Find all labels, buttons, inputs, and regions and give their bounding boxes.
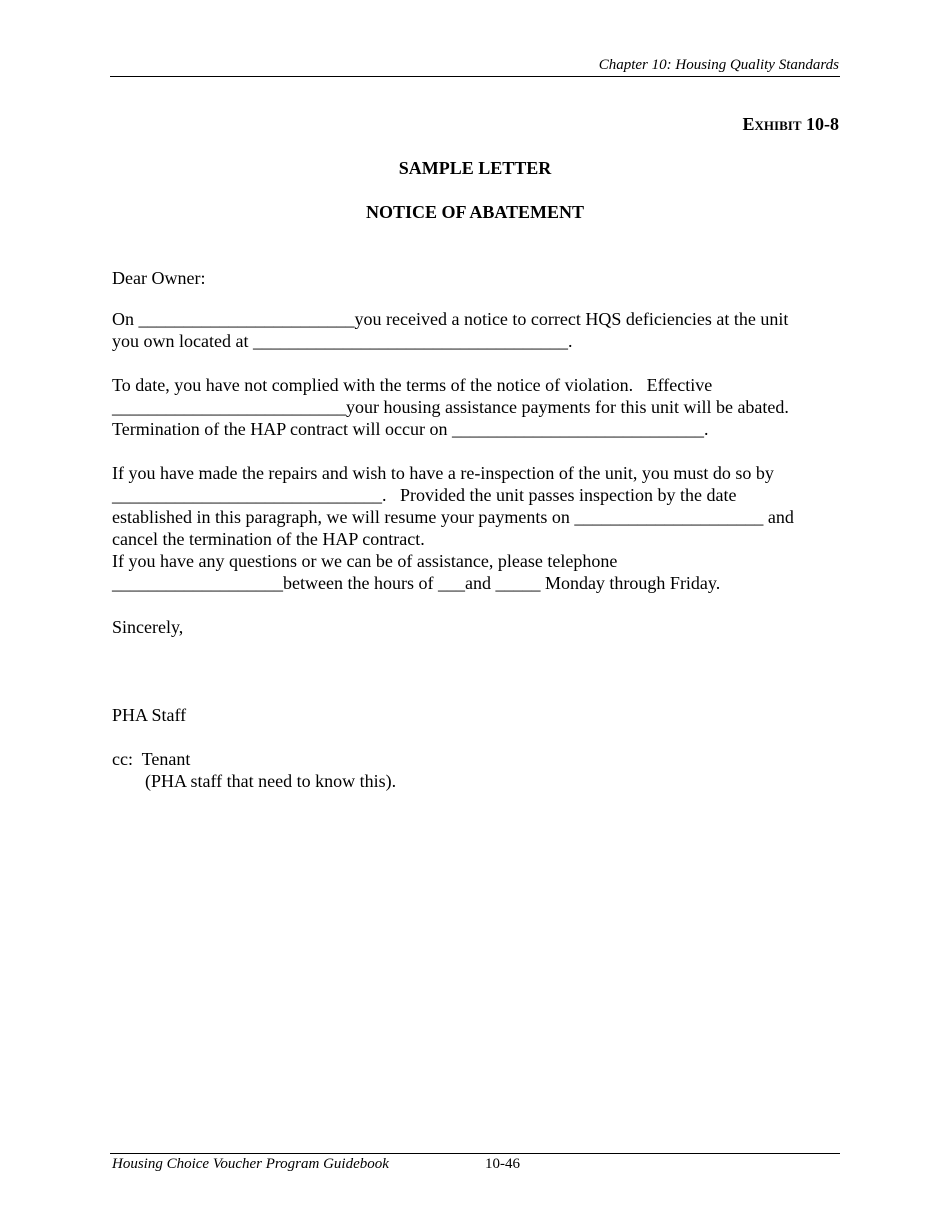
page-number: 10-46: [485, 1156, 520, 1172]
cc-block: [112, 748, 842, 792]
paragraph-line: ______________________________. Provided the unit passes inspection by the date: [112, 485, 737, 505]
header-rule: [110, 76, 840, 77]
signature: PHA Staff: [112, 705, 187, 725]
paragraph-line: To date, you have not complied with the terms of the notice of violation. Effective: [112, 375, 713, 395]
exhibit-label: Exhibit 10-8: [742, 114, 839, 134]
paragraph-line: ___________________between the hours of ___and _____ Monday through Friday.: [112, 573, 721, 593]
paragraph-line: If you have made the repairs and wish to have a re-inspection of the unit, you must do so by: [112, 463, 774, 483]
paragraph-reinspection: [112, 462, 842, 594]
paragraph-abatement: [112, 374, 842, 440]
notice-title: NOTICE OF ABATEMENT: [365, 202, 585, 222]
paragraph-notice-date: [112, 308, 842, 352]
paragraph-line: you own located at ___________________________________.: [112, 331, 573, 351]
cc-line: cc: Tenant: [112, 749, 191, 769]
paragraph-line: On ________________________you received a notice to correct HQS deficiencies at the unit: [112, 309, 789, 329]
chapter-header: Chapter 10: Housing Quality Standards: [598, 57, 839, 73]
guidebook-title: Housing Choice Voucher Program Guidebook: [112, 1156, 389, 1172]
paragraph-line: If you have any questions or we can be of assistance, please telephone: [112, 551, 618, 571]
sample-letter-title: SAMPLE LETTER: [398, 158, 552, 178]
paragraph-line: __________________________your housing assistance payments for this unit will be abated.: [112, 397, 789, 417]
cc-note: (PHA staff that need to know this).: [145, 771, 397, 791]
salutation: Dear Owner:: [112, 268, 206, 288]
closing: Sincerely,: [112, 617, 184, 637]
paragraph-line: established in this paragraph, we will resume your payments on _____________________ and: [112, 507, 794, 527]
footer-rule: [110, 1153, 840, 1154]
paragraph-line: cancel the termination of the HAP contract.: [112, 529, 425, 549]
paragraph-line: Termination of the HAP contract will occur on ____________________________.: [112, 419, 709, 439]
